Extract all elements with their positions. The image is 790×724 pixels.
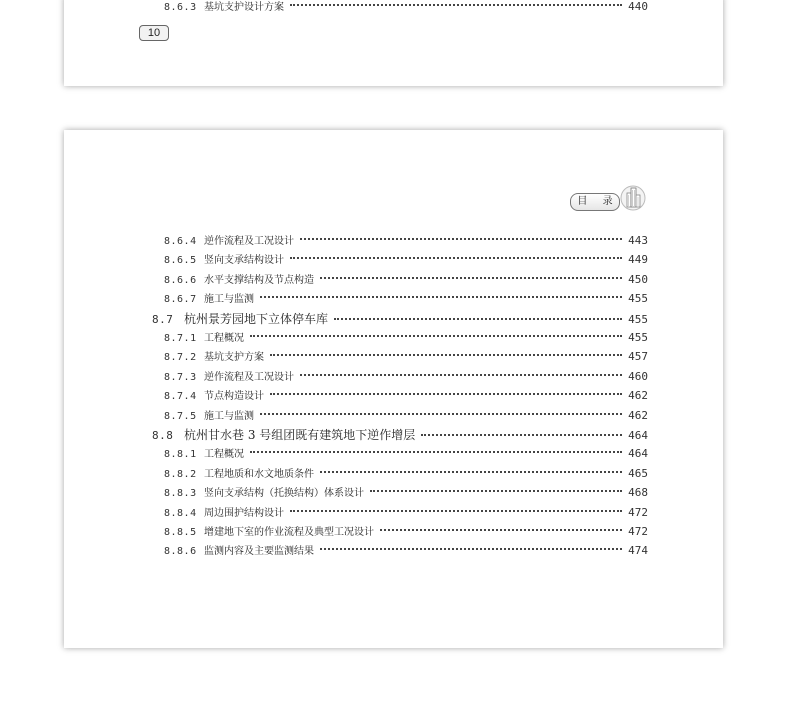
dot-leader [320, 277, 622, 279]
toc-entry-page: 468 [628, 486, 648, 499]
toc-entry-page: 472 [628, 506, 648, 519]
toc-entry[interactable] [164, 445, 648, 460]
page-number-badge: 10 [139, 25, 169, 41]
toc-entry[interactable] [164, 484, 648, 499]
building-icon [616, 184, 648, 214]
toc-entry-number: 8.6.7 [164, 294, 197, 305]
dot-leader [260, 413, 622, 415]
toc-entry-number: 8.7.2 [164, 352, 197, 363]
toc-entry[interactable] [164, 504, 648, 519]
toc-entry-title: 竖向支承结构（托换结构）体系设计 [204, 488, 364, 499]
toc-entry[interactable] [164, 465, 648, 480]
toc-entry-title: 节点构造设计 [204, 391, 264, 402]
toc-entry-number: 8.8.4 [164, 508, 197, 519]
toc-entry-page: 449 [628, 253, 648, 266]
toc-entry-title: 基坑支护方案 [204, 352, 264, 363]
toc-entry-page: 450 [628, 273, 648, 286]
toc-entry[interactable] [164, 387, 648, 402]
dot-leader [320, 548, 622, 550]
toc-entry-number: 8.7.4 [164, 391, 197, 402]
toc-entry[interactable] [164, 251, 648, 266]
toc-entry[interactable] [164, 232, 648, 247]
toc-entry[interactable] [164, 368, 648, 383]
toc-entry-number: 8.7.1 [164, 333, 197, 344]
toc-entry-number: 8.7.3 [164, 372, 197, 383]
dot-leader [270, 393, 622, 395]
toc-section-entry[interactable] [152, 426, 648, 443]
toc-entry-page: 464 [628, 429, 648, 442]
toc-entry-page: 455 [628, 292, 648, 305]
dot-leader [260, 296, 622, 298]
toc-entry-page: 472 [628, 525, 648, 538]
toc-entry-title: 监测内容及主要监测结果 [204, 546, 314, 557]
toc-entry-page: 455 [628, 313, 648, 326]
dot-leader [334, 318, 622, 320]
toc-entry-number: 8.8.6 [164, 546, 197, 557]
toc-entry-page: 455 [628, 331, 648, 344]
toc-entry-title: 基坑支护设计方案 [204, 2, 284, 13]
toc-entry[interactable] [164, 0, 648, 13]
toc-entry-title: 水平支撑结构及节点构造 [204, 275, 314, 286]
toc-entry[interactable] [164, 348, 648, 363]
toc-entry-page: 464 [628, 447, 648, 460]
toc-entry-title: 增建地下室的作业流程及典型工况设计 [204, 527, 374, 538]
toc-entry-title: 工程概况 [204, 449, 244, 460]
toc-entry-number: 8.7.5 [164, 411, 197, 422]
dot-leader [421, 434, 622, 436]
toc-entry-page: 440 [628, 0, 648, 13]
toc-entry-number: 8.6.6 [164, 275, 197, 286]
dot-leader [300, 238, 622, 240]
toc-entry-title: 施工与监测 [204, 294, 254, 305]
toc-entry-title: 工程概况 [204, 333, 244, 344]
dot-leader [380, 529, 622, 531]
toc-entry[interactable] [164, 271, 648, 286]
toc-entry-title: 工程地质和水文地质条件 [204, 469, 314, 480]
toc-entry-number: 8.8.5 [164, 527, 197, 538]
toc-entry-title: 逆作流程及工况设计 [204, 372, 294, 383]
toc-entry-number: 8.7 [152, 313, 174, 326]
toc-section-entry[interactable] [152, 310, 648, 327]
previous-page [64, 0, 723, 86]
dot-leader [250, 335, 622, 337]
toc-entry-title: 施工与监测 [204, 411, 254, 422]
toc-entry-page: 474 [628, 544, 648, 557]
toc-entry-page: 465 [628, 467, 648, 480]
toc-entry-number: 8.8.3 [164, 488, 197, 499]
dot-leader [270, 354, 622, 356]
toc-entry[interactable] [164, 329, 648, 344]
toc-entry[interactable] [164, 290, 648, 305]
toc-entry-number: 8.8 [152, 429, 174, 442]
toc-entry-title: 周边围护结构设计 [204, 508, 284, 519]
toc-entry-page: 457 [628, 350, 648, 363]
toc-entry-title: 杭州甘水巷 3 号组团既有建筑地下逆作增层 [184, 428, 416, 442]
toc-entry-number: 8.6.4 [164, 236, 197, 247]
dot-leader [300, 374, 622, 376]
dot-leader [290, 257, 622, 259]
toc-entry[interactable] [164, 523, 648, 538]
toc-entry-page: 443 [628, 234, 648, 247]
toc-header-label: 目 录 [570, 193, 620, 211]
toc-entry-page: 460 [628, 370, 648, 383]
dot-leader [290, 510, 622, 512]
toc-entry[interactable] [164, 542, 648, 557]
toc-entry-title: 竖向支承结构设计 [204, 255, 284, 266]
toc-entry-number: 8.8.1 [164, 449, 197, 460]
dot-leader [250, 451, 622, 453]
dot-leader [370, 490, 622, 492]
toc-entry-number: 8.8.2 [164, 469, 197, 480]
dot-leader [320, 471, 622, 473]
toc-entry-page: 462 [628, 389, 648, 402]
toc-entry-title: 逆作流程及工况设计 [204, 236, 294, 247]
toc-entry-number: 8.6.5 [164, 255, 197, 266]
dot-leader [290, 4, 622, 6]
toc-entry-title: 杭州景芳园地下立体停车库 [184, 312, 329, 326]
toc-entry-number: 8.6.3 [164, 2, 197, 13]
toc-page [64, 130, 723, 648]
toc-entry-page: 462 [628, 409, 648, 422]
toc-entry[interactable] [164, 407, 648, 422]
